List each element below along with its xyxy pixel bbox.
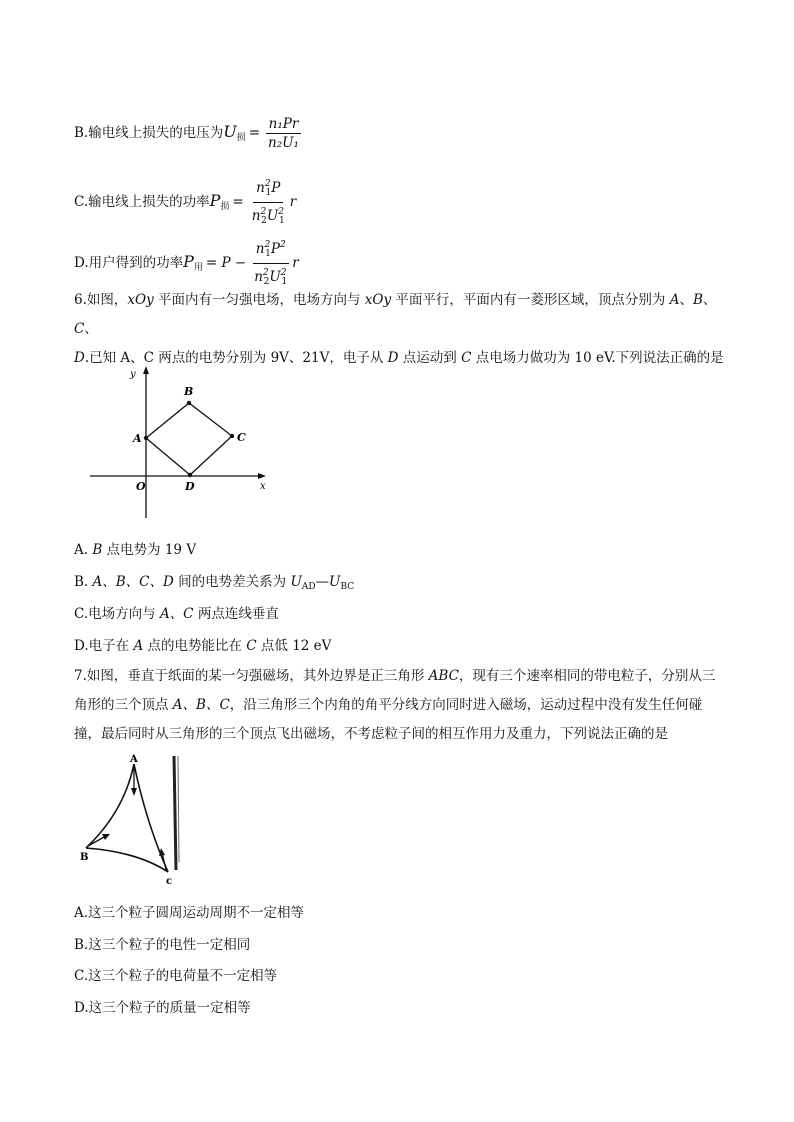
point-a	[144, 436, 148, 440]
q6-option-a	[74, 540, 196, 560]
label-x: x	[260, 481, 266, 492]
q7-stem-line2	[74, 691, 734, 720]
u-bc: U	[329, 574, 341, 590]
dash: —	[315, 574, 330, 590]
label-y: y	[130, 369, 136, 380]
velocity-a-arrow	[131, 788, 137, 796]
q5-option-b-numerator: n₁Pr	[266, 116, 302, 134]
q6-vertex-d2: D	[387, 350, 399, 366]
num-p: P	[270, 241, 280, 257]
q7-text-b: ，现有三个速率相同的带电粒子，分别从三	[458, 668, 716, 684]
q6-xoy2: xOy	[364, 292, 392, 308]
q6-sep: 、	[679, 292, 693, 308]
q5-option-c-symbol: P	[209, 191, 221, 210]
den-sub2: 1	[281, 277, 288, 287]
den-u: U	[269, 269, 281, 285]
den-n: n	[254, 269, 263, 285]
q6-text-f: 点电场力做功为 10 eV.下列说法正确的是	[471, 350, 724, 366]
q6-xoy: xOy	[127, 292, 154, 308]
q5-option-c-numerator	[253, 176, 283, 203]
num-sub: 1	[265, 188, 272, 198]
q7-text-d: ，沿三角形三个内角的角平分线方向同时进入磁场，运动过程中没有发生任何碰	[229, 697, 703, 713]
opt-pre: D.电子在	[74, 638, 134, 654]
q7-stem-line3	[74, 720, 734, 749]
opt-post: 间的电势差关系为	[173, 574, 291, 590]
point-c	[230, 434, 234, 438]
q7-stem	[74, 662, 734, 749]
opt-post: 点的电势能比在	[143, 638, 247, 654]
num-n: n	[255, 241, 265, 257]
q5-option-c	[74, 176, 296, 229]
q6-rhombus-figure	[70, 362, 280, 522]
q6-text-d: .已知 A、C 两点的电势分别为 9V、21V，电子从	[84, 350, 388, 366]
y-axis-arrow	[143, 366, 149, 374]
q5-option-d-fraction	[251, 237, 290, 290]
den-sup2: 2	[278, 207, 285, 217]
opt-italic2: C	[246, 638, 257, 654]
q5-option-b-denominator: n₂U₁	[268, 135, 299, 151]
arc-ab	[86, 764, 134, 848]
label-o: O	[136, 480, 146, 493]
q5-option-b	[74, 116, 304, 151]
q5-option-b-text: B.输电线上损失的电压为	[74, 125, 224, 141]
opt-italic: A、B、C、D	[92, 574, 174, 590]
q6-text-e: 点运动到	[398, 350, 462, 366]
q5-option-b-symbol: U	[223, 122, 237, 141]
q5-option-d-tail: r	[292, 255, 299, 271]
q6-sep: 、	[702, 292, 717, 308]
u-ad: U	[290, 574, 302, 590]
q5-option-d-text: D.用户得到的功率	[74, 255, 184, 271]
label-b: B	[184, 385, 194, 398]
den-sub1: 2	[261, 216, 267, 226]
opt-pre: A.	[74, 542, 93, 558]
point-b	[187, 401, 191, 405]
q6-text-b: 平面内有一匀强电场，电场方向与	[153, 292, 365, 308]
q6-text-a: 6.如图，	[74, 292, 128, 308]
q7-stem-line1	[74, 662, 734, 691]
num-n: n	[256, 180, 265, 196]
den-n: n	[251, 208, 261, 224]
q5-option-d-sub: 用	[193, 263, 203, 273]
q6-stem-line1	[74, 286, 734, 344]
den-sup2: 2	[280, 268, 287, 278]
label-a: A	[133, 432, 142, 445]
q5-option-d	[74, 237, 299, 290]
label-b: B	[80, 852, 89, 863]
q6-vertex-d: D	[74, 350, 85, 366]
q6-vertex-c2: C	[461, 350, 472, 366]
q6-vertex-a: A	[669, 292, 680, 308]
q5-option-c-text: C.输电线上损失的功率	[74, 194, 210, 210]
label-d: D	[185, 480, 195, 493]
q6-stem	[74, 286, 734, 373]
label-c: c	[166, 876, 173, 887]
opt-pre: B.	[74, 574, 93, 590]
q7-text-a: 7.如图，垂直于纸面的某一匀强磁场，其外边界是正三角形	[74, 668, 429, 684]
opt-post2: 点低 12 eV	[256, 638, 332, 654]
opt-post: 点电势为 19 V	[102, 542, 197, 558]
q7-option-d: D.这三个粒子的质量一定相等	[74, 1000, 251, 1016]
num-p: P	[271, 180, 281, 196]
q7-option-b: B.这三个粒子的电性一定相同	[74, 937, 251, 953]
den-sup1: 2	[262, 268, 269, 278]
q5-option-c-eq: =	[232, 194, 244, 210]
u-bc-sub: BC	[340, 582, 355, 592]
point-d	[188, 473, 192, 477]
q5-option-b-sub: 损	[236, 133, 246, 143]
q7-option-c: C.这三个粒子的电荷量不一定相等	[74, 968, 278, 984]
q6-option-c	[74, 604, 279, 624]
q7-abc2: A、B、C	[172, 697, 230, 713]
q7-text-c: 角形的三个顶点	[74, 697, 173, 713]
den-sub1: 2	[263, 277, 270, 287]
q6-vertex-c: C	[74, 321, 85, 337]
q5-option-d-numerator	[253, 237, 289, 264]
pen-mark-edge	[178, 756, 179, 862]
q6-sep: 、	[84, 321, 98, 337]
x-axis-arrow	[258, 473, 266, 479]
num-sup: 2	[264, 240, 271, 250]
num-sub: 1	[265, 249, 271, 259]
q6-option-b	[74, 572, 354, 597]
label-a: A	[130, 754, 138, 765]
opt-italic: A、C	[159, 606, 194, 622]
q5-option-c-sub: 损	[220, 202, 230, 212]
opt-post: 两点连线垂直	[193, 606, 279, 622]
q5-option-b-eq: =	[248, 125, 261, 141]
q6-vertex-b: B	[692, 292, 703, 308]
q6-text-c: 平面平行，平面内有一菱形区域，顶点分别为	[391, 292, 670, 308]
num-sup2: 2	[280, 240, 286, 250]
opt-italic: B	[92, 542, 103, 558]
rhombus-abcd	[146, 403, 232, 475]
u-ad-sub: AD	[301, 582, 316, 592]
q7-triangle-figure	[78, 752, 188, 892]
num-sup: 2	[264, 179, 271, 189]
label-c: C	[237, 431, 246, 444]
q7-option-a: A.这三个粒子圆周运动周期不一定相等	[74, 905, 305, 921]
q5-option-d-symbol: P	[183, 252, 194, 271]
q5-option-c-fraction	[249, 176, 288, 229]
opt-italic: A	[133, 638, 144, 654]
q5-option-d-eq: = P −	[205, 255, 247, 271]
q5-option-c-denominator	[249, 203, 288, 229]
pen-mark	[174, 756, 176, 870]
arc-bc	[86, 848, 168, 872]
opt-pre: C.电场方向与	[74, 606, 160, 622]
den-sub2: 1	[279, 216, 285, 226]
den-u: U	[266, 208, 279, 224]
q5-option-b-fraction	[265, 116, 302, 151]
q5-option-c-tail: r	[289, 194, 297, 210]
q7-abc: ABC	[428, 668, 459, 684]
q6-option-d	[74, 636, 331, 656]
q7-text-e: 撞，最后同时从三角形的三个顶点飞出磁场，不考虑粒子间的相互作用力及重力，下列说法正确的是	[74, 726, 668, 742]
den-sup1: 2	[260, 207, 267, 217]
